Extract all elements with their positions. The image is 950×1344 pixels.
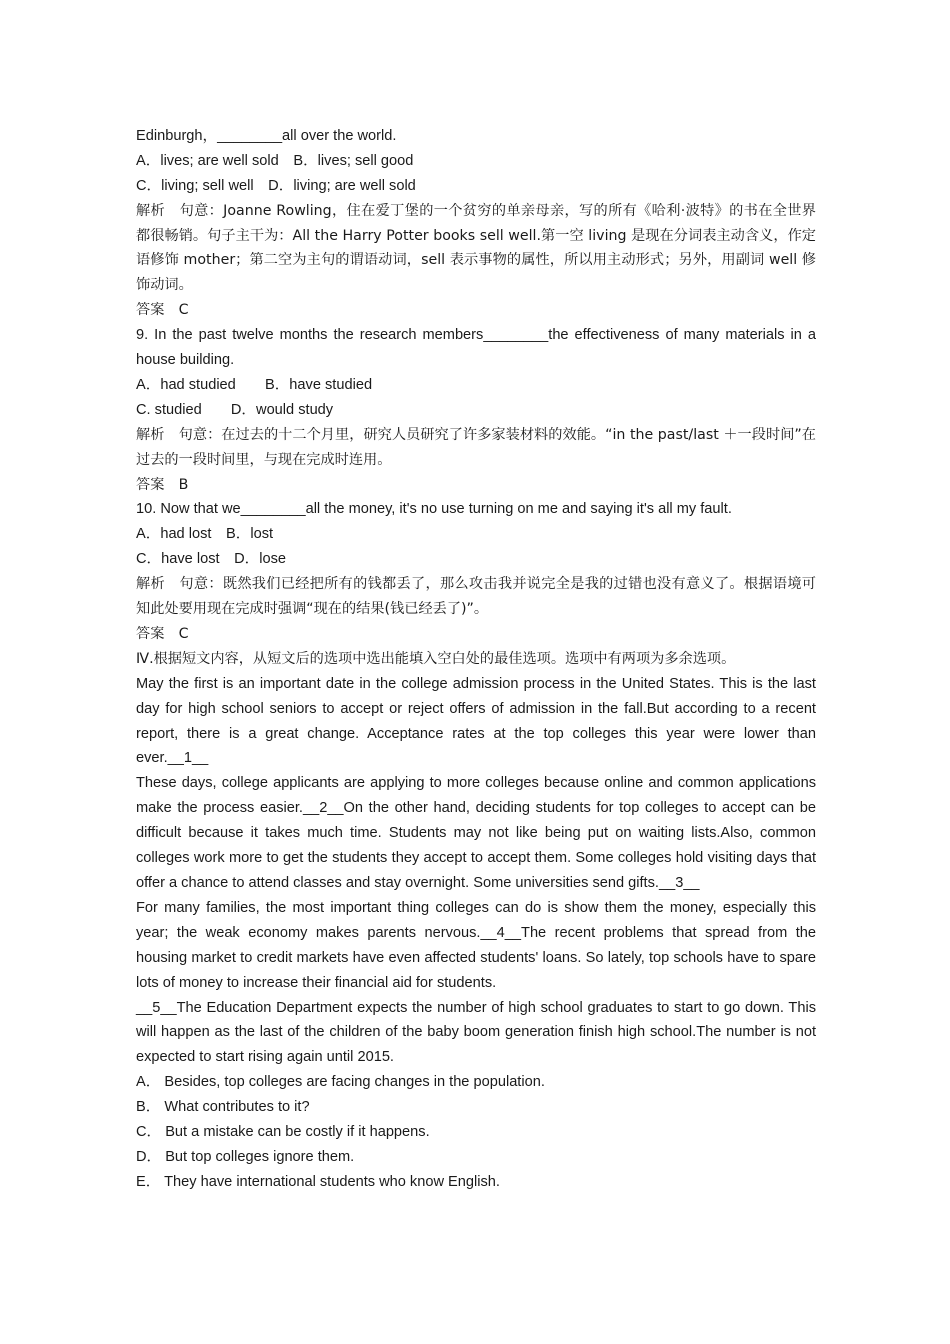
- passage-paragraph-2: These days, college applicants are applying to more colleges because online and common applications make the process easier.__2__On the other hand, deciding students for top colleges to accept can be difficult because it takes much time. Students may not like being put on waiting lists.Also, common colleges work more to get the students they accept to accept them. Some colleges hold visiting days that offer a chance to attend classes and stay overnight. Some universities send gifts.__3__: [136, 775, 816, 891]
- q10-stem: 10. Now that we________all the money, it's no use turning on me and saying it's all my fault.: [136, 501, 732, 518]
- passage-paragraph-4: __5__The Education Department expects the number of high school graduates to start to go down. This will happen as the last of the children of the baby boom generation finish high school.The number is not expected to start rising again until 2015.: [136, 999, 816, 1066]
- passage-paragraph-1: May the first is an important date in the college admission process in the United States. This is the last day for high school seniors to accept or reject offers of admission in the fall.But according to a recent report, there is a great change. Acceptance rates at the top colleges this year were lower than ever.__1__: [136, 675, 816, 767]
- option-a: A． Besides, top colleges are facing changes in the population.: [136, 1074, 545, 1091]
- document-page: [136, 124, 816, 1195]
- passage-paragraph-3: For many families, the most important thing colleges can do is show them the money, especially this year; the weak economy makes parents nervous.__4__The recent problems that spread from the housing market to credit markets have even affected students' loans. So lately, top schools have to spare lots of money to increase their financial aid for students.: [136, 899, 816, 991]
- q9-analysis: 解析 句意：在过去的十二个月里，研究人员研究了许多家装材料的效能。“in the past/last ＋一段时间”在过去的一段时间里，与现在完成时连用。: [136, 426, 816, 468]
- section4-heading: Ⅳ.根据短文内容，从短文后的选项中选出能填入空白处的最佳选项。选项中有两项为多余选项。: [136, 650, 736, 667]
- q8-stem-tail: Edinburgh，________all over the world.: [136, 128, 397, 144]
- q10-options-cd: C．have lost D．lose: [136, 551, 287, 568]
- q9-options-ab: A．had studied B．have studied: [136, 377, 373, 393]
- option-d: D． But top colleges ignore them.: [136, 1148, 355, 1165]
- q8-analysis: 解析 句意：Joanne Rowling，住在爱丁堡的一个贫穷的单亲母亲，写的所有《哈利·波特》的书在全世界都很畅销。句子主干为：All the Harry Potter books sell well.第一空 living 是现在分词表主动含义，作定语修饰 mother；第二空为主句的谓语动词，sell 表示事物的属性，所以用主动形式；另外，用副词 well 修饰动词。: [136, 202, 816, 294]
- option-e: E． They have international students who know English.: [136, 1173, 500, 1190]
- q10-answer: 答案 C: [136, 625, 189, 642]
- option-b: B． What contributes to it?: [136, 1099, 310, 1116]
- q9-options-cd: C. studied D．would study: [136, 401, 334, 418]
- q10-analysis: 解析 句意：既然我们已经把所有的钱都丢了，那么攻击我并说完全是我的过错也没有意义了。根据语境可知此处要用现在完成时强调“现在的结果(钱已经丢了)”。: [136, 576, 816, 618]
- q10-options-ab: A．had lost B．lost: [136, 526, 274, 543]
- q8-answer: 答案 C: [136, 302, 189, 319]
- option-c: C． But a mistake can be costly if it happens.: [136, 1124, 430, 1141]
- q9-stem: 9. In the past twelve months the research members________the effectiveness of many materials in a house building.: [136, 327, 816, 369]
- q8-options-cd: C．living; sell well D．living; are well sold: [136, 177, 416, 194]
- q9-answer: 答案 B: [136, 476, 189, 493]
- q8-options-ab: A．lives; are well sold B．lives; sell good: [136, 152, 414, 169]
